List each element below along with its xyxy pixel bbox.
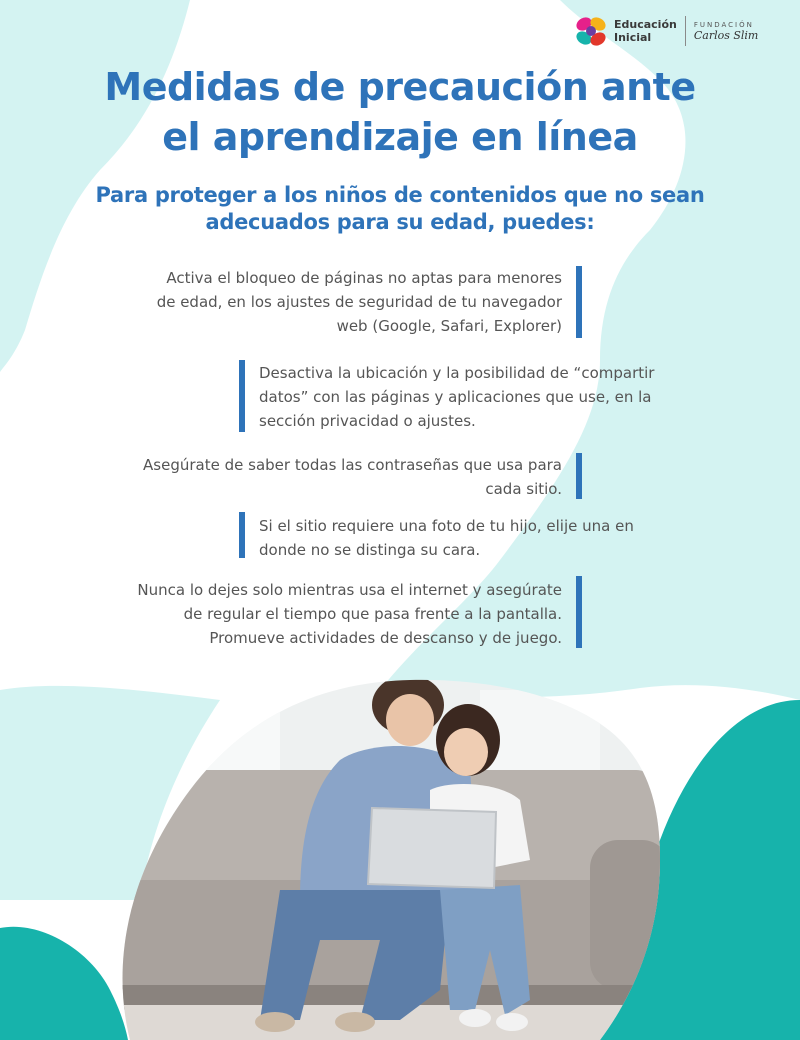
brand-line-2: Inicial [614,31,652,44]
tip-block-photo [259,514,739,562]
accent-bar [576,576,582,648]
tip-line: Si el sitio requiere una foto de tu hijo, elije una en [259,517,634,535]
tip-line: cada sitio. [485,480,562,498]
girl-shoe [496,1013,528,1031]
tip-line: Nunca lo dejes solo mientras usa el internet y asegúrate [137,581,562,599]
colorful-hands-icon [572,12,610,50]
tip-line: de regular el tiempo que pasa frente a la pantalla. [183,605,562,623]
girl-face [444,728,488,776]
title-line-1: Medidas de precaución ante [104,65,696,109]
tip-line: de edad, en los ajustes de seguridad de tu navegador [156,293,562,311]
brand-name [614,18,677,44]
tip-line: donde no se distinga su cara. [259,541,481,559]
tip-block-supervision [40,578,562,650]
tip-line: web (Google, Safari, Explorer) [336,317,562,335]
accent-bar [239,360,245,432]
tip-line: Activa el bloqueo de páginas no aptas para menores [166,269,562,287]
mother-face [386,694,434,746]
foundation-label: FUNDACIÓN [693,20,754,29]
tip-line: datos” con las páginas y aplicaciones que use, en la [259,388,652,406]
mother-shoe [335,1012,375,1032]
mother-shoe [255,1012,295,1032]
tip-line: Promueve actividades de descanso y de juego. [209,629,562,647]
logo-divider [685,16,686,46]
tip-block-location [259,361,739,433]
tip-line: Desactiva la ubicación y la posibilidad de “compartir [259,364,655,382]
girl-shoe [459,1009,491,1027]
tip-block-passwords [40,453,562,501]
page-subtitle [40,182,760,236]
page-title [40,62,760,162]
accent-bar [576,266,582,338]
sofa-arm-right [590,840,670,990]
title-line-2: el aprendizaje en línea [162,115,638,159]
laptop [368,808,496,888]
foundation-name [694,21,759,42]
subtitle-line-1: Para proteger a los niños de contenidos que no sean [95,183,705,207]
brand-line-1: Educación [614,18,677,31]
subtitle-line-2: adecuados para su edad, puedes: [205,210,595,234]
tip-block-blocking [60,266,562,338]
tip-line: sección privacidad o ajustes. [259,412,476,430]
accent-bar [239,512,245,558]
logo [572,12,758,50]
tip-line: Asegúrate de saber todas las contraseñas que usa para [143,456,562,474]
foundation-signature: Carlos Slim [693,28,759,42]
accent-bar [576,453,582,499]
